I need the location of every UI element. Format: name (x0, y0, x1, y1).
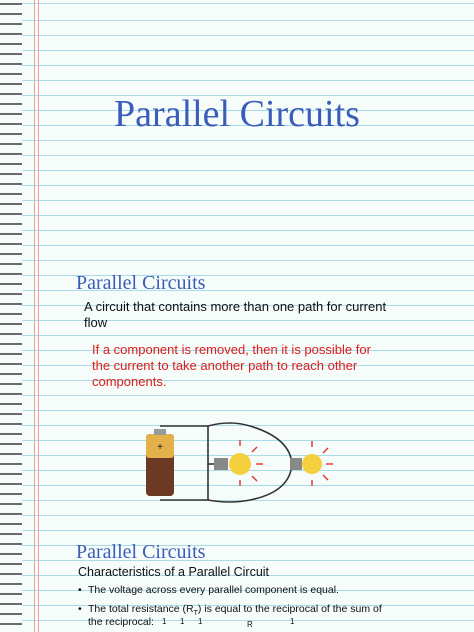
light-bulb-icon (290, 441, 333, 486)
formula-r-label: R (247, 620, 253, 629)
bullet-item: • The voltage across every parallel component is equal. (78, 584, 339, 596)
parallel-circuit-diagram (140, 420, 340, 510)
bullet-continuation: the reciprocal: (88, 616, 154, 628)
bullet-item: • The total resistance $(R_T)$ is equal to the reciprocal of the sum of (78, 603, 382, 618)
battery-plus-label: + (157, 442, 163, 453)
subheading: Characteristics of a Parallel Circuit (78, 565, 270, 579)
formula-numerator: 1 (180, 617, 185, 626)
formula-numerator: 1 (162, 617, 167, 626)
slide-title: Parallel Circuits (114, 93, 360, 135)
definition-text: A circuit that contains more than one path for current flow (84, 299, 387, 330)
battery-icon (146, 429, 174, 496)
formula-numerator: 1 (290, 617, 295, 626)
section-heading: Parallel Circuits (76, 272, 206, 294)
light-bulb-icon (214, 440, 263, 486)
section-heading: Parallel Circuits (76, 541, 206, 563)
formula-numerator: 1 (198, 617, 203, 626)
removal-note: If a component is removed, then it is possible for the current to take another path to reach other components. (92, 342, 371, 389)
